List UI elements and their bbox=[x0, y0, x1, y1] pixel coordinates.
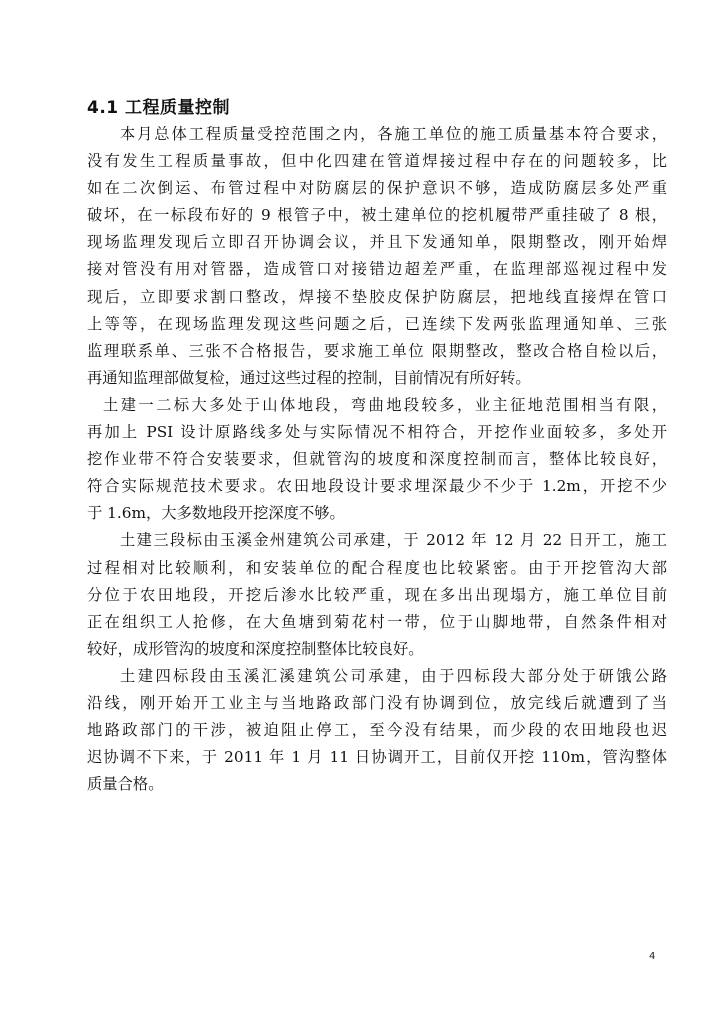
paragraph-3-line-3: 分位于农田地段，开挖后渗水比较严重，现在多出出现塌方，施工单位目前 bbox=[87, 585, 667, 604]
paragraph-1-line-6: 接对管没有用对管器，造成管口对接错边超差严重，在监理部巡视过程中发 bbox=[87, 260, 667, 279]
paragraph-4-line-4: 迟协调不下来，于 2011 年 1 月 11 日协调开工，目前仅开挖 110m，管沟整体 bbox=[87, 748, 667, 767]
paragraph-2-line-3: 挖作业带不符合安装要求，但就管沟的坡度和深度控制而言，整体比较良好， bbox=[87, 450, 667, 469]
paragraph-1-line-5: 现场监理发现后立即召开协调会议，并且下发通知单，限期整改，刚开始焊 bbox=[87, 233, 667, 252]
paragraph-1-line-8: 上等等，在现场监理发现这些问题之后，已连续下发两张监理通知单、三张 bbox=[87, 314, 667, 333]
paragraph-2-line-5: 于 1.6m，大多数地段开挖深度不够。 bbox=[87, 504, 345, 523]
paragraph-1-line-10: 再通知监理部做复检，通过这些过程的控制，目前情况有所好转。 bbox=[87, 368, 531, 387]
paragraph-4-line-3: 地路政部门的干涉，被迫阻止停工，至今没有结果，而少段的农田地段也迟 bbox=[87, 721, 667, 740]
paragraph-2-line-1: 土建一二标大多处于山体地段，弯曲地段较多，业主征地范围相当有限， bbox=[103, 395, 667, 414]
paragraph-3-line-5: 较好，成形管沟的坡度和深度控制整体比较良好。 bbox=[87, 639, 424, 658]
section-heading: 4.1 工程质量控制 bbox=[87, 98, 231, 118]
paragraph-3-line-1: 土建三段标由玉溪金州建筑公司承建，于 2012 年 12 月 22 日开工，施工 bbox=[120, 531, 667, 550]
body-text bbox=[87, 121, 667, 798]
paragraph-2-line-2: 再加上 PSI 设计原路线多处与实际情况不相符合，开挖作业面较多，多处开 bbox=[87, 423, 667, 442]
paragraph-4-line-5: 质量合格。 bbox=[87, 775, 164, 794]
paragraph-3-line-4: 正在组织工人抢修，在大鱼塘到菊花村一带，位于山脚地带，自然条件相对 bbox=[87, 612, 667, 631]
paragraph-1-line-4: 破坏，在一标段布好的 9 根管子中，被土建单位的挖机履带严重挂破了 8 根， bbox=[87, 206, 667, 225]
paragraph-2-line-4: 符合实际规范技术要求。农田地段设计要求埋深最少不少于 1.2m，开挖不少 bbox=[87, 477, 667, 496]
paragraph-1-line-9: 监理联系单、三张不合格报告，要求施工单位 限期整改，整改合格自检以后， bbox=[87, 341, 667, 360]
paragraph-1-line-2: 没有发生工程质量事故，但中化四建在管道焊接过程中存在的问题较多，比 bbox=[87, 152, 667, 171]
paragraph-1-line-7: 现后，立即要求割口整改，焊接不垫胶皮保护防腐层，把地线直接焊在管口 bbox=[87, 287, 667, 306]
paragraph-1-line-3: 如在二次倒运、布管过程中对防腐层的保护意识不够，造成防腐层多处严重 bbox=[87, 179, 667, 198]
paragraph-4-line-1: 土建四标段由玉溪汇溪建筑公司承建，由于四标段大部分处于研饿公路 bbox=[120, 666, 667, 685]
paragraph-4-line-2: 沿线，刚开始开工业主与当地路政部门没有协调到位，放完线后就遭到了当 bbox=[87, 693, 667, 712]
page-number: 4 bbox=[649, 951, 656, 962]
paragraph-1-line-1: 本月总体工程质量受控范围之内，各施工单位的施工质量基本符合要求， bbox=[120, 125, 667, 143]
paragraph-3-line-2: 过程相对比较顺利，和安装单位的配合程度也比较紧密。由于开挖管沟大部 bbox=[87, 558, 667, 577]
